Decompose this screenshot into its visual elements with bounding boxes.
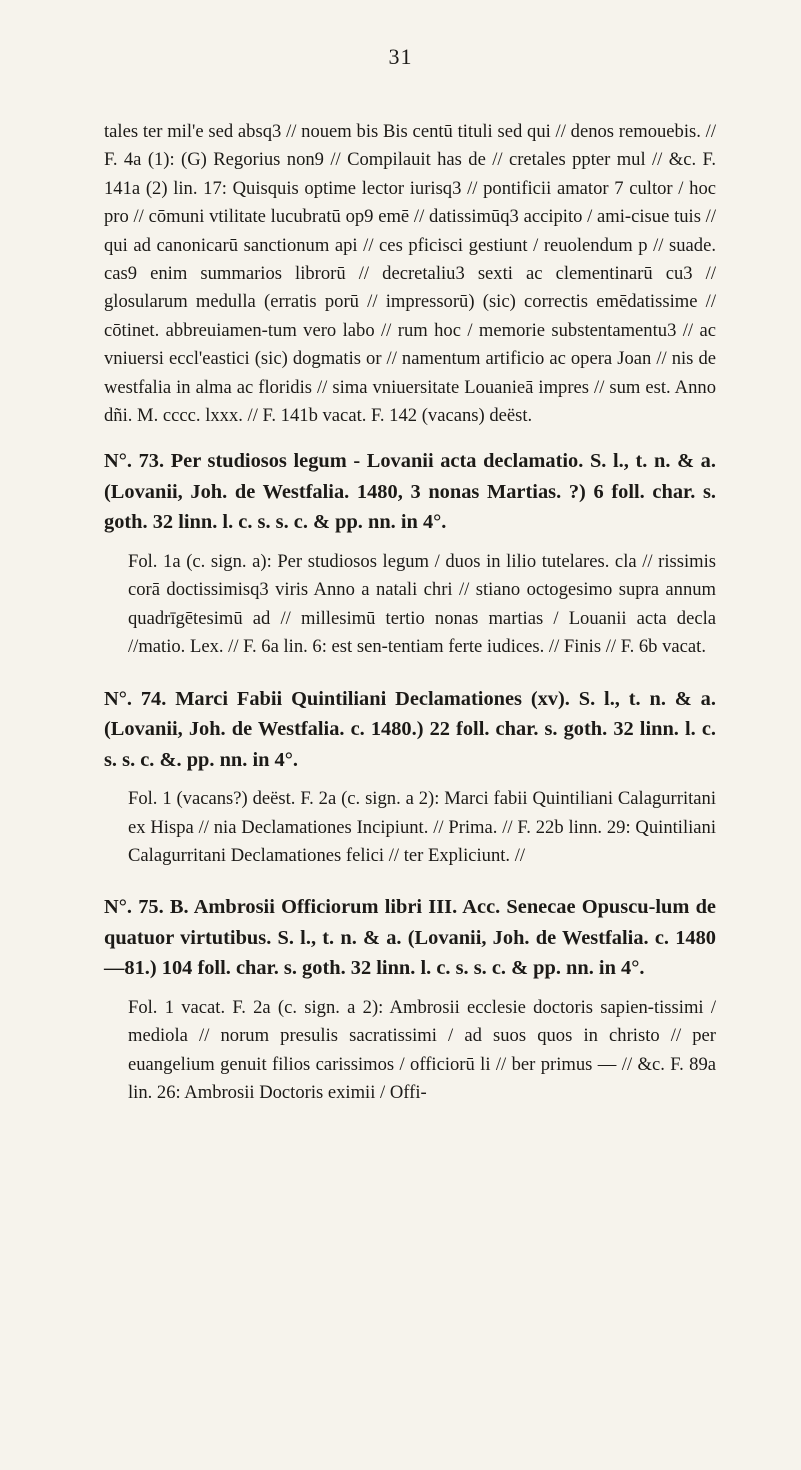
catalog-entry-74 [104,684,716,871]
entry-title: Per studiosos legum - Lovanii acta declamatio. [170,450,584,473]
page-number: 31 [388,44,413,69]
entry-number: N°. 75. [104,896,164,919]
entry-body: Fol. 1 vacat. F. 2a (c. sign. a 2): Ambrosii ecclesie doctoris sapien-tissimi / mediola // norum presulis sacratissimi / ad suos quos in christo // per euangelium genuit filios carissimos / officiorū li // ber primus — // &c. F. 89a lin. 26: Ambrosii Doctoris eximii / Offi- [128,996,716,1104]
entry-heading [104,684,716,776]
intro-paragraph: tales ter mil'e sed absq3 // nouem bis Bis centū tituli sed qui // denos remouebis. // F. 4a (1): (G) Regorius non9 // Compilauit has de // cretales ppter mul // &c. F. 141a (2) lin. 17: Quisquis optime lector iurisq3 // pontificii amator 7 cultor / hoc pro // cōmuni vtilitate lucubratū op9 emē // datissimūq3 accipito / ami-cisue tuis // qui ad canonicarū sanctionum api // ces pficisci gestiunt / reuolendum p // suade. cas9 enim summarios librorū // decretaliu3 sexti ac clementinarū cu3 // glosularum medulla (erratis porū // impressorū) (sic) correctis emēdatissime // cōtinet. abbreuiamen-tum vero labo // rum hoc / memorie substentamentu3 // ac vniuersi eccl'eastici (sic) dogmatis or // namentum artificio ac opera Joan // nis de westfalia in alma ac floridis // sima vniuersitate Louanieā impres // sum est. Anno dñi. M. cccc. lxxx. // F. 141b vacat. F. 142 (vacans) deëst. [104,121,716,427]
entry-heading [104,446,716,538]
entry-number: N°. 73. [104,450,165,473]
entry-body: Fol. 1 (vacans?) deëst. F. 2a (c. sign. a 2): Marci fabii Quintiliani Calagurritani ex Hispa // nia Declamationes Incipiunt. // Prima. // F. 22b linn. 29: Quintiliani Calagurritani Declamationes felici // ter Expliciunt. // [128,788,716,866]
catalog-entry-73 [104,446,716,661]
entry-details: S. l., t. n. & a. (Lovanii, Joh. de Westfalia. 1480, 3 nonas Martias. ?) 6 foll. char. s. goth. 32 linn. l. c. s. s. c. & pp. nn. in 4°. [104,450,716,534]
catalog-entry-75 [104,892,716,1107]
entry-heading [104,892,716,984]
entry-body: Fol. 1a (c. sign. a): Per studiosos legum / duos in lilio tutelares. cla // rissimis corā doctissimisq3 viris Anno a natali chri // stiano octogesimo supra annum quadrīgētesimū ad // millesimū tertio nonas martias / Louanii acta decla //matio. Lex. // F. 6a lin. 6: est sen-tentiam ferte iudices. // Finis // F. 6b vacat. [128,550,716,658]
page-content [104,118,716,1129]
entry-number: N°. 74. [104,687,167,710]
entry-title: B. Ambrosii Officiorum libri III. Acc. Senecae Opuscu-lum de quatuor virtutibus. [104,896,716,949]
entry-title: Marci Fabii Quintiliani Declamationes (xv). [175,687,570,710]
entry-details: S. l., t. n. & a. (Lovanii, Joh. de Westfalia. c. 1480.) 22 foll. char. s. goth. 32 linn. l. c. s. s. c. &. pp. nn. in 4°. [104,687,716,771]
entry-details: S. l., t. n. & a. (Lovanii, Joh. de Westfalia. c. 1480—81.) 104 foll. char. s. goth. 32 linn. l. c. s. s. c. & pp. nn. in 4°. [104,926,716,980]
